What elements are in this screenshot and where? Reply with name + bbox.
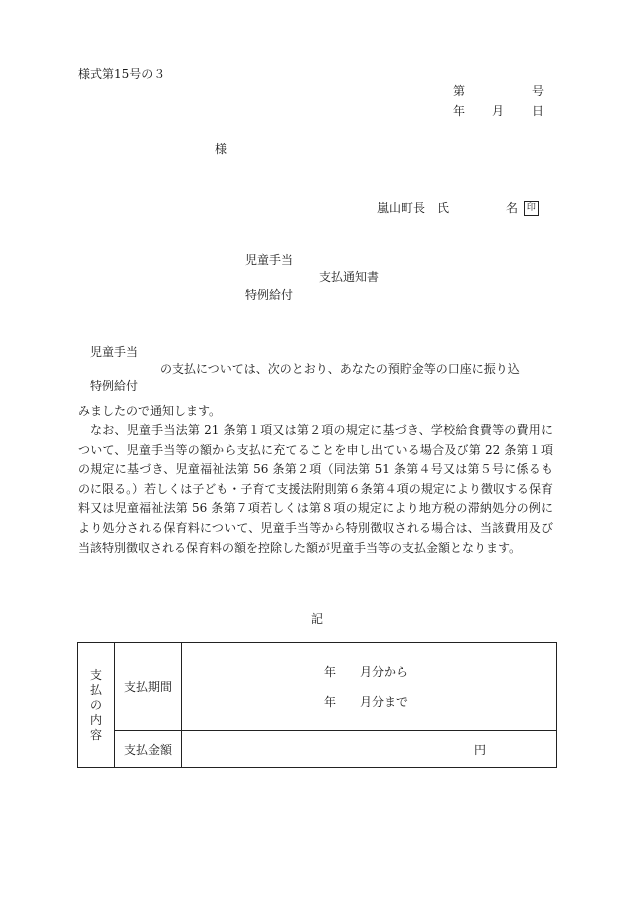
note-text: なお、児童手当法第 21 条第１項又は第２項の規定に基づき、学校給食費等の費用について、児童手当等の額から支払に充てることを申し出ている場合及び第 22 条第１項の規定に基づき、児童福祉法第 56 条第２項（同法第 51 条第４号又は第５号に係るものに限る。）若しくは子ども・子育て支援法附則第６条第４項の規定により徴収する保育料又は児童福祉法第 56 条第７項若しくは第８項の規定により地方税の滞納処分の例により処分される保育料について、児童手当等から特別徴収される場合は、当該費用及び当該特別徴収される保育料の額を控除した額が児童手当等の支払金額となります。 bbox=[78, 423, 553, 555]
date-month: 月 bbox=[492, 104, 505, 118]
payment-table bbox=[77, 642, 557, 768]
section-char: 内 bbox=[89, 712, 102, 727]
note-paragraph bbox=[78, 421, 553, 558]
section-label-cell bbox=[78, 643, 115, 768]
section-char: 払 bbox=[89, 682, 102, 697]
issuer-title: 嵐山町長 氏 bbox=[377, 201, 450, 215]
seal-stamp: 印 bbox=[524, 201, 539, 216]
ki-label: 記 bbox=[311, 612, 324, 626]
amount-label: 支払金額 bbox=[115, 731, 182, 768]
intro-continuation: みましたので通知します。 bbox=[78, 404, 222, 418]
intro-bottom: 特例給付 bbox=[90, 379, 139, 393]
period-to: 年 月分まで bbox=[324, 694, 409, 709]
date-day: 日 bbox=[532, 104, 545, 118]
doc-title-line1: 児童手当 bbox=[245, 253, 294, 267]
section-char: 容 bbox=[89, 727, 102, 742]
doc-title-main: 支払通知書 bbox=[319, 270, 380, 284]
period-from: 年 月分から bbox=[324, 664, 409, 679]
doc-number-prefix: 第 bbox=[453, 84, 466, 98]
amount-unit: 円 bbox=[474, 742, 487, 757]
intro-top: 児童手当 bbox=[90, 345, 139, 359]
period-label: 支払期間 bbox=[115, 643, 182, 731]
recipient-honorific: 様 bbox=[215, 142, 228, 156]
intro-middle: の支払については、次のとおり、あなたの預貯金等の口座に振り込 bbox=[160, 362, 520, 376]
form-number: 様式第15号の３ bbox=[78, 67, 166, 81]
period-value-cell bbox=[182, 643, 557, 731]
section-char: の bbox=[89, 697, 102, 712]
issuer-name-label: 名 bbox=[506, 201, 519, 215]
issuer-name-row bbox=[506, 200, 539, 216]
amount-value-cell bbox=[182, 731, 557, 768]
section-char: 支 bbox=[89, 667, 102, 682]
doc-title-line3: 特例給付 bbox=[245, 288, 294, 302]
doc-number-suffix: 号 bbox=[532, 84, 545, 98]
date-year: 年 bbox=[453, 104, 466, 118]
